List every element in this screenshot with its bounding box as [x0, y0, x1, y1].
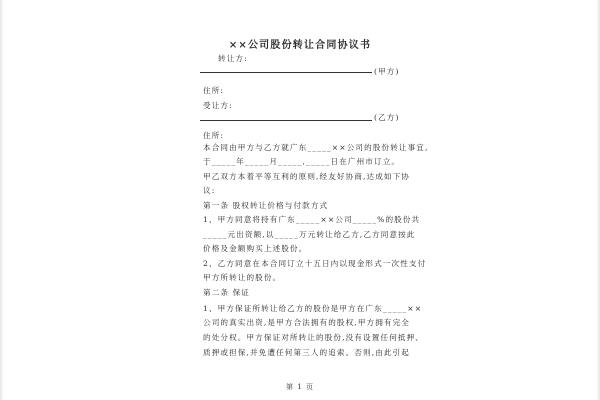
body-line: _____元出资额,以_____万元转让给乙方,乙方同意按此 [203, 230, 416, 239]
page-number: 第 1 页 [286, 383, 314, 391]
body-line: 议: [203, 186, 216, 195]
address-label-party-b: 住所: [203, 131, 225, 140]
document-title: ××公司股份转让合同协议书 [228, 40, 372, 51]
body-line: 甲方所转让的股份。 [203, 273, 282, 282]
transferee-label: 受让方: [203, 101, 233, 110]
article-one-heading: 第一条 股权转让价格与付款方式 [203, 201, 329, 210]
body-line: 公司的真实出资,是甲方合法拥有的股权,甲方拥有完全 [203, 318, 410, 327]
body-line: 1、甲方同意将持有广东_____××公司_____%的股份共 [203, 215, 421, 224]
transferor-name-blank [200, 72, 372, 73]
party-a-tag: (甲方) [374, 67, 400, 76]
transferor-label: 转让方: [218, 54, 248, 63]
page-right-edge [596, 0, 600, 400]
body-line: 本合同由甲方与乙方就广东_____××公司的股份转让事宜, [203, 143, 429, 152]
body-line: 的处分权。甲方保证对所转让的股份,没有设置任何抵押、 [203, 333, 424, 342]
article-two-heading: 第二条 保证 [203, 288, 250, 297]
body-line: 质押或担保,并免遭任何第三人的追索。否则,由此引起 [203, 348, 410, 357]
body-line: 甲乙双方本着平等互利的原则,经友好协商,达成如下协 [203, 172, 410, 181]
body-line: 2、乙方同意在本合同订立十五日内以现金形式一次性支付 [203, 259, 427, 268]
transferee-name-blank [200, 120, 372, 121]
body-line: 于_____年_____月_____,_____日在广州市订立。 [203, 157, 401, 166]
address-label-party-a: 住所: [203, 86, 225, 95]
page-left-edge [0, 0, 4, 400]
body-line: 1、甲方保证所转让给乙方的股份是甲方在广东_____×× [203, 304, 423, 313]
body-line: 价格及金额购买上述股份。 [203, 244, 308, 253]
party-b-tag: (乙方) [374, 113, 400, 122]
